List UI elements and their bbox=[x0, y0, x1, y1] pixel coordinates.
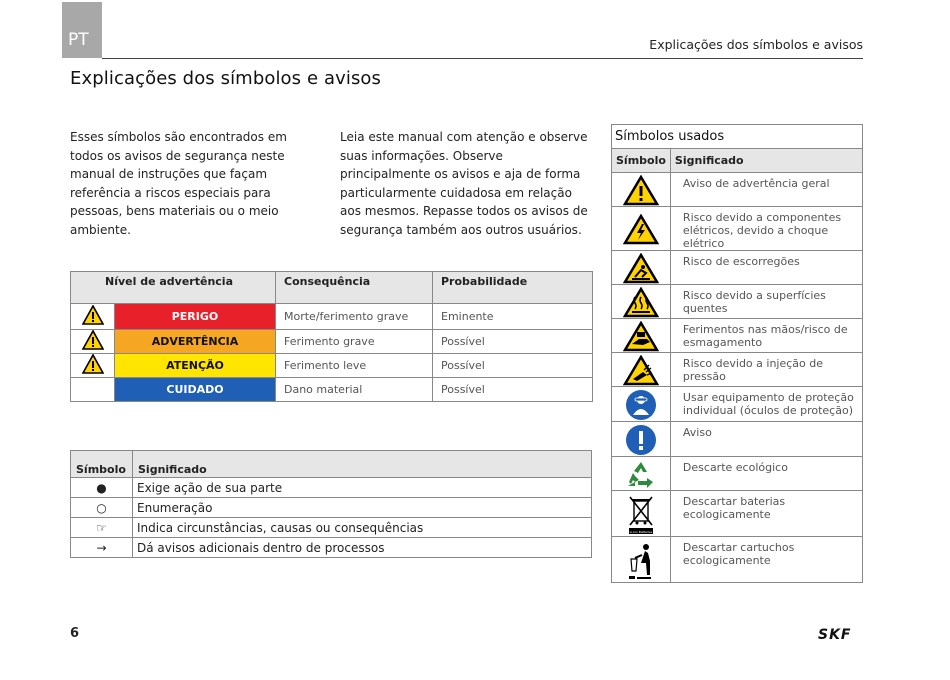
hot-surface-icon bbox=[612, 285, 671, 319]
pointing-hand-icon: ☞ bbox=[71, 518, 133, 538]
meaning-cell: Descartar cartuchos ecologicamente bbox=[670, 537, 862, 583]
warning-triangle-icon bbox=[71, 330, 115, 354]
meaning-cell: Usar equipamento de proteção individual (óculos de proteção) bbox=[670, 387, 862, 422]
level-atencao: ATENÇÃO bbox=[115, 354, 276, 378]
table-row bbox=[71, 304, 593, 330]
cartridge-disposal-icon bbox=[612, 537, 671, 583]
intro-paragraph-right: Leia este manual com atenção e observe suas informações. Observe principalmente os avisos e aja de forma particularmente cuidadosa em relação aos mesmos. Repasse todos os avisos de segurança também aos outros usuários. bbox=[340, 130, 588, 237]
consequence-cell: Morte/ferimento grave bbox=[276, 304, 433, 330]
meaning-cell: Descartar baterias ecologicamente bbox=[670, 491, 862, 537]
meaning-cell: Risco de escorregões bbox=[670, 251, 862, 285]
hand-crush-icon bbox=[612, 319, 671, 353]
table-row bbox=[612, 387, 863, 422]
consequence-cell: Ferimento grave bbox=[276, 330, 433, 354]
header-symbol: Símbolo bbox=[612, 149, 671, 173]
electric-hazard-icon bbox=[612, 207, 671, 251]
header-consequence: Consequência bbox=[276, 272, 433, 304]
table-row bbox=[612, 457, 863, 491]
arrow-right-icon: → bbox=[71, 538, 133, 558]
level-advertencia: ADVERTÊNCIA bbox=[115, 330, 276, 354]
meaning-cell: Exige ação de sua parte bbox=[133, 478, 592, 498]
table-row bbox=[71, 378, 593, 402]
battery-disposal-icon bbox=[612, 491, 671, 537]
meaning-cell: Aviso bbox=[670, 422, 862, 457]
meaning-cell: Risco devido a superfícies quentes bbox=[670, 285, 862, 319]
safety-goggles-icon bbox=[612, 387, 671, 422]
table-row bbox=[71, 518, 592, 538]
table-row bbox=[612, 353, 863, 387]
general-warning-icon bbox=[612, 173, 671, 207]
header-meaning: Significado bbox=[670, 149, 862, 173]
running-header-title: Explicações dos símbolos e avisos bbox=[649, 37, 863, 52]
probability-cell: Possível bbox=[433, 354, 593, 378]
table-row bbox=[71, 330, 593, 354]
empty-icon-cell bbox=[71, 378, 115, 402]
meaning-cell: Descarte ecológico bbox=[670, 457, 862, 491]
skf-logo-text: SKF bbox=[818, 627, 852, 641]
table-row bbox=[612, 173, 863, 207]
probability-cell: Eminente bbox=[433, 304, 593, 330]
notice-icon bbox=[612, 422, 671, 457]
bullet-hollow-icon: ○ bbox=[71, 498, 133, 518]
recycling-icon bbox=[612, 457, 671, 491]
header-symbol: Símbolo bbox=[71, 451, 133, 478]
meaning-cell: Ferimentos nas mãos/risco de esmagamento bbox=[670, 319, 862, 353]
bullet-filled-icon: ● bbox=[71, 478, 133, 498]
pressure-injection-icon bbox=[612, 353, 671, 387]
warning-level-table bbox=[70, 271, 593, 402]
probability-cell: Possível bbox=[433, 330, 593, 354]
meaning-cell: Risco devido a componentes elétricos, devido a choque elétrico bbox=[670, 207, 862, 251]
table-row bbox=[612, 319, 863, 353]
table-row bbox=[71, 354, 593, 378]
header-meaning: Significado bbox=[133, 451, 592, 478]
table-row bbox=[71, 498, 592, 518]
meaning-cell: Aviso de advertência geral bbox=[670, 173, 862, 207]
page-number: 6 bbox=[70, 626, 80, 641]
page-title: Explicações dos símbolos e avisos bbox=[70, 68, 382, 89]
header-probability: Probabilidade bbox=[433, 272, 593, 304]
meaning-cell: Dá avisos adicionais dentro de processos bbox=[133, 538, 592, 558]
intro-paragraph-left: Esses símbolos são encontrados em todos os avisos de segurança neste manual de instruções que façam referência a riscos especiais para pessoas, bens materiais ou o meio ambiente. bbox=[70, 130, 287, 237]
header-warning-level: Nível de advertência bbox=[71, 272, 276, 304]
language-tab: PT bbox=[62, 2, 102, 58]
level-perigo: PERIGO bbox=[115, 304, 276, 330]
table-row bbox=[612, 251, 863, 285]
table-row bbox=[612, 285, 863, 319]
table-row bbox=[71, 538, 592, 558]
header-divider bbox=[102, 58, 863, 59]
battery-icon-label: Li-Ion Batteries bbox=[629, 529, 653, 534]
meaning-cell: Enumeração bbox=[133, 498, 592, 518]
table-row bbox=[71, 478, 592, 498]
meaning-cell: Indica circunstâncias, causas ou consequências bbox=[133, 518, 592, 538]
slip-hazard-icon bbox=[612, 251, 671, 285]
warning-triangle-icon bbox=[71, 304, 115, 330]
consequence-cell: Dano material bbox=[276, 378, 433, 402]
table-row bbox=[612, 207, 863, 251]
table-row bbox=[612, 537, 863, 583]
table-row bbox=[612, 422, 863, 457]
level-cuidado: CUIDADO bbox=[115, 378, 276, 402]
used-symbols-table bbox=[611, 124, 863, 583]
meaning-cell: Risco devido a injeção de pressão bbox=[670, 353, 862, 387]
skf-logo bbox=[818, 626, 864, 645]
symbols-table bbox=[70, 450, 592, 558]
probability-cell: Possível bbox=[433, 378, 593, 402]
warning-triangle-icon bbox=[71, 354, 115, 378]
consequence-cell: Ferimento leve bbox=[276, 354, 433, 378]
table-row bbox=[612, 491, 863, 537]
used-symbols-title: Símbolos usados bbox=[612, 125, 863, 149]
